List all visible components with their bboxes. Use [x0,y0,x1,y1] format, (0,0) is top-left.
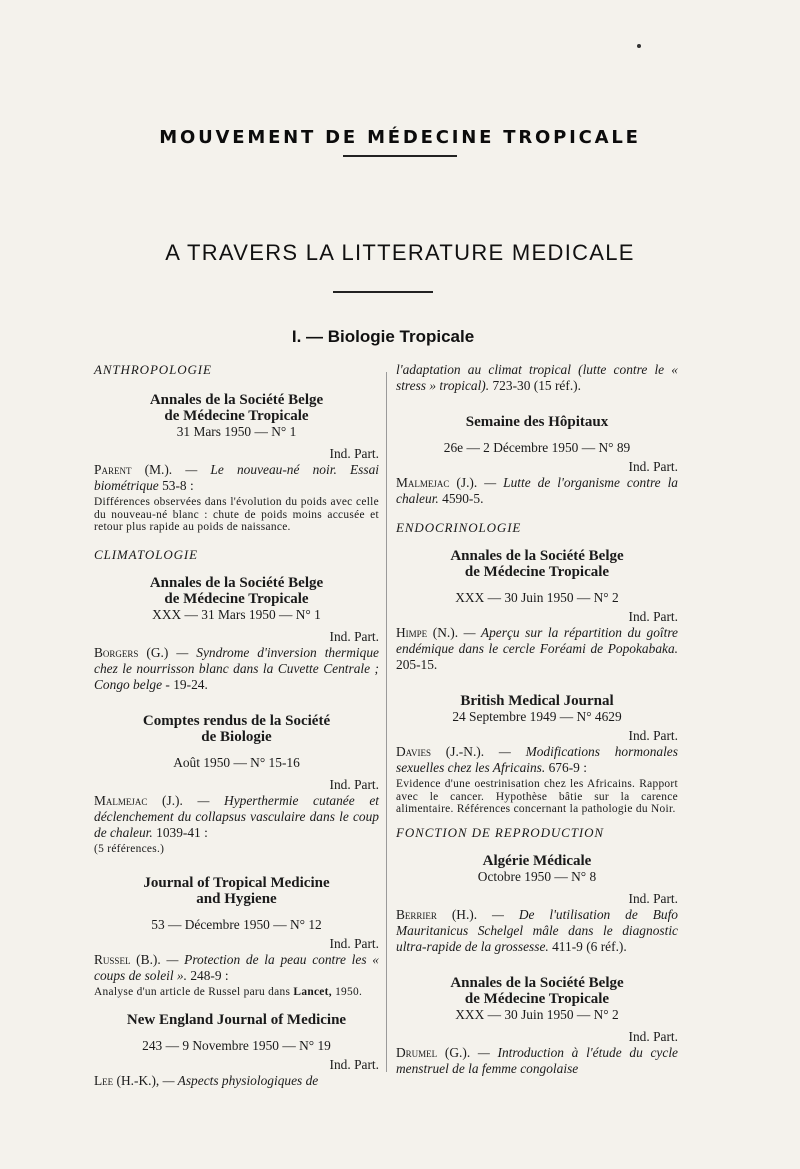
article-entry [396,475,678,507]
article-entry [94,645,379,693]
bibliography-block [94,713,379,856]
journal-issue: Août 1950 — N° 15-16 [173,754,300,770]
section-title: I. — Biologie Tropicale [291,327,475,346]
journal-name: de Médecine Tropicale [464,990,610,1007]
journal-name: Algérie Médicale [482,852,592,869]
ind-part-label: Ind. Part. [329,446,379,461]
bibliography-block [94,875,379,999]
article-author: Himpe (N.). [396,625,459,640]
ind-part-label: Ind. Part. [329,628,379,644]
article-pages: 4590-5. [442,491,484,506]
journal-issue: XXX — 30 Juin 1950 — N° 2 [455,590,619,605]
article-author: Russel (B.). [94,952,161,967]
journal-name: de Médecine Tropicale [164,590,309,607]
bibliography-block [396,548,678,673]
header-rule [343,155,457,157]
article-author: Malmejac (J.). [94,792,183,808]
journal-name: de Médecine Tropicale [164,408,309,424]
article-entry [94,462,379,494]
journal-issue: Octobre 1950 — N° 8 [477,868,597,884]
journal-issue: 243 — 9 Novembre 1950 — N° 19 [142,1037,331,1053]
abstract-text: Analyse d'un article de Russel paru dans [94,986,291,998]
journal-issue: 53 — Décembre 1950 — N° 12 [151,917,322,932]
ind-part-label: Ind. Part. [628,609,678,624]
article-entry [94,1073,379,1089]
column-divider [386,372,387,1072]
article-author: Parent (M.). [94,462,173,477]
article-abstract: Evidence d'une oestrinisation chez les Africains. Rapport avec le cancer. Hypothèse bâtie sur la carence alimentaire. Références concernant la pathologie du Noir. [396,778,678,815]
article-author: Malmejac (J.). [396,475,478,490]
bibliography-block [396,414,678,507]
bibliography-block [396,975,678,1077]
article-entry [94,793,379,841]
article-entry [396,744,678,776]
title-rule [333,291,433,293]
journal-name: Annales de la Société Belge [149,392,324,408]
article-pages: 1039-41 : [156,824,208,840]
article-continuation [396,362,678,394]
article-entry [396,907,678,955]
article-pages: 676-9 : [548,760,587,775]
ind-part-label: Ind. Part. [628,728,678,743]
bibliography-block [94,575,379,693]
ind-part-label: Ind. Part. [329,936,379,951]
article-entry [396,625,678,673]
journal-issue: XXX — 30 Juin 1950 — N° 2 [455,1006,619,1022]
journal-name: Journal of Tropical Medicine [143,875,330,891]
article-pages: 411-9 (6 réf.). [552,938,627,954]
article-title: — Syndrome d'inversion thermique chez le nourrisson blanc dans la Cuvette Centrale ; Congo belge - [94,644,379,692]
article-pages: 248-9 : [190,968,229,983]
bibliography-block [396,693,678,816]
article-author: Davies (J.-N.). [396,744,485,759]
article-title: — Le nouveau-né noir. Essai biométrique [94,462,379,493]
journal-name: Annales de la Société Belge [450,548,624,564]
article-author: Borgers (G.) [94,644,169,660]
journal-issue: XXX — 31 Mars 1950 — N° 1 [152,606,321,622]
article-title: l'adaptation au climat tropical (lutte contre le « stress » tropical). [396,362,678,393]
main-title: A TRAVERS LA LITTERATURE MEDICALE [165,240,635,265]
category-heading: ANTHROPOLOGIE [94,362,212,377]
page-header: MOUVEMENT DE MÉDECINE TROPICALE [159,127,641,148]
article-author: Berrier (H.). [396,906,478,922]
ind-part-label: Ind. Part. [628,1028,678,1044]
article-title: — Aspects physiologiques de [162,1072,319,1088]
right-column [396,362,678,1077]
article-title: — Lutte de l'organisme contre la chaleur. [396,475,678,506]
article-pages: 723-30 (15 réf.). [492,378,581,393]
journal-name: Semaine des Hôpitaux [465,414,609,430]
category-heading: CLIMATOLOGIE [94,546,198,562]
bibliography-block [94,1012,379,1089]
journal-name: New England Journal of Medicine [126,1011,347,1028]
journal-name: and Hygiene [196,891,277,907]
journal-issue: 24 Septembre 1949 — N° 4629 [452,709,622,724]
article-abstract: (5 références.) [94,842,165,855]
article-pages: 205-15. [396,657,438,672]
article-title: — De l'utilisation de Bufo Mauritanicus Schelgel mâle dans le diagnostic ultra-rapide de la grossesse. [396,906,678,954]
article-pages: 19-24. [173,676,208,692]
article-abstract [94,986,379,999]
article-title: — Protection de la peau contre les « coups de soleil ». [94,952,379,983]
ind-part-label: Ind. Part. [329,1056,379,1072]
article-entry [94,952,379,984]
journal-name: British Medical Journal [460,693,614,709]
source-journal: Lancet, [293,986,332,998]
ind-part-label: Ind. Part. [628,890,678,906]
article-pages: 53-8 : [162,478,194,493]
article-title: — Hyperthermie cutanée et déclenchement du collapsus vasculaire dans le coup de chaleur. [94,792,379,840]
ind-part-label: Ind. Part. [628,459,678,474]
article-abstract: Différences observées dans l'évolution du poids avec celle du nouveau-né blanc : chute de poids moins accusée et retour plus rapide au poids de naissance. [94,496,379,533]
ink-dot [637,44,641,48]
category-heading: ENDOCRINOLOGIE [396,520,522,535]
source-year: 1950. [335,986,363,998]
journal-name: de Biologie [201,728,272,745]
journal-name: Comptes rendus de la Société [142,712,331,729]
journal-issue: 31 Mars 1950 — N° 1 [176,424,297,439]
article-title: — Introduction à l'étude du cycle menstruel de la femme congolaise [396,1044,678,1076]
article-author: Lee (H.-K.), [94,1072,160,1088]
bibliography-block [94,392,379,534]
left-column [94,362,379,1089]
journal-name: Annales de la Société Belge [450,974,624,991]
article-title: — Modifications hormonales sexuelles chez les Africains. [396,744,678,775]
article-title: — Aperçu sur la répartition du goître endémique dans le cercle Foréami de Popokabaka. [396,625,678,656]
journal-name: de Médecine Tropicale [464,564,610,580]
journal-issue: 26e — 2 Décembre 1950 — N° 89 [443,440,631,455]
article-author: Drumel (G.). [396,1044,471,1060]
article-entry [396,1045,678,1077]
journal-name: Annales de la Société Belge [149,574,324,591]
category-heading: FONCTION DE REPRODUCTION [396,824,604,840]
bibliography-block [396,853,678,955]
ind-part-label: Ind. Part. [329,776,379,792]
